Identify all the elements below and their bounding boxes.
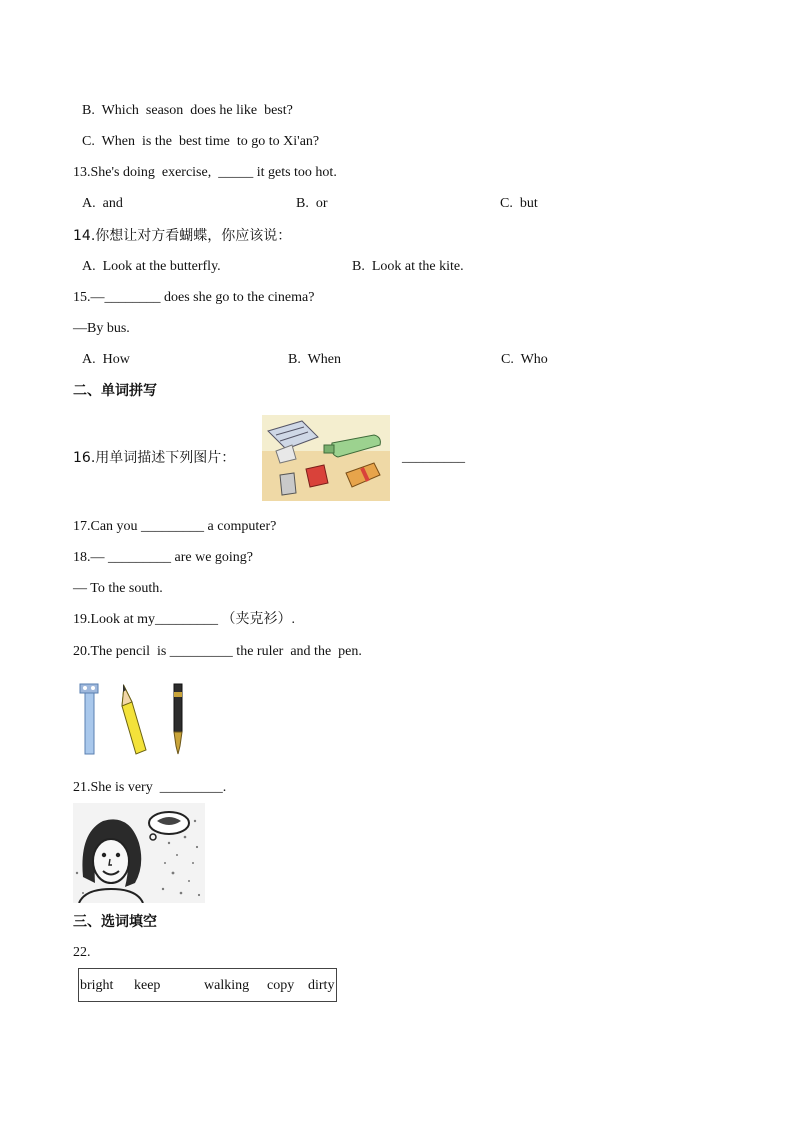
q19-stem: 19.Look at my_________ （夹克衫）. [73, 612, 296, 627]
q12-option-b: B. Which season does he like best? [82, 103, 293, 118]
q15-option-a: A. How [82, 352, 130, 367]
q14-option-b: B. Look at the kite. [352, 259, 464, 274]
ruler-icon [80, 684, 98, 754]
q17-stem: 17.Can you _________ a computer? [73, 519, 277, 534]
q15-option-b: B. When [288, 352, 342, 367]
q14-option-a: A. Look at the butterfly. [82, 259, 221, 274]
q22-number: 22. [73, 945, 91, 960]
crushed-can-small-icon [280, 473, 296, 495]
pen-icon [174, 684, 182, 754]
q20-stem: 20.The pencil is _________ the ruler and the pen. [73, 644, 362, 659]
q13-option-b: B. or [296, 196, 328, 211]
q16-answer-blank[interactable]: _________ [402, 450, 465, 465]
pencil-icon [122, 684, 146, 754]
q15-stem: 15.—________ does she go to the cinema? [73, 290, 315, 305]
q21-stem: 21.She is very _________. [73, 780, 227, 795]
q18-stem: 18.— _________ are we going? [73, 550, 254, 565]
bottle-cap-icon [324, 445, 334, 453]
word-bank-word: copy [267, 978, 295, 993]
trash-items-picture [262, 415, 390, 501]
q18-answer: — To the south. [73, 581, 163, 596]
q13-option-c: C. but [500, 196, 538, 211]
q15-answer: —By bus. [73, 321, 130, 336]
crushed-can-red-icon [306, 465, 328, 487]
section-2-title: 二、单词拼写 [73, 383, 157, 399]
section-3-title: 三、选词填空 [73, 914, 157, 930]
q16-stem: 16.用单词描述下列图片： [73, 450, 236, 466]
word-bank-word: dirty [308, 978, 335, 993]
q14-stem: 14.你想让对方看蝴蝶，你应该说： [73, 228, 292, 244]
q15-option-c: C. Who [501, 352, 548, 367]
word-bank-word: keep [134, 978, 161, 993]
girl-face-picture [73, 803, 205, 903]
ruler-pencil-pen-picture [76, 680, 196, 760]
q12-option-c: C. When is the best time to go to Xi'an? [82, 134, 320, 149]
word-bank-word: bright [80, 978, 114, 993]
q13-option-a: A. and [82, 196, 123, 211]
q13-stem: 13.She's doing exercise, _____ it gets too hot. [73, 165, 337, 180]
word-bank-box [78, 968, 337, 1002]
word-bank-word: walking [204, 978, 250, 993]
